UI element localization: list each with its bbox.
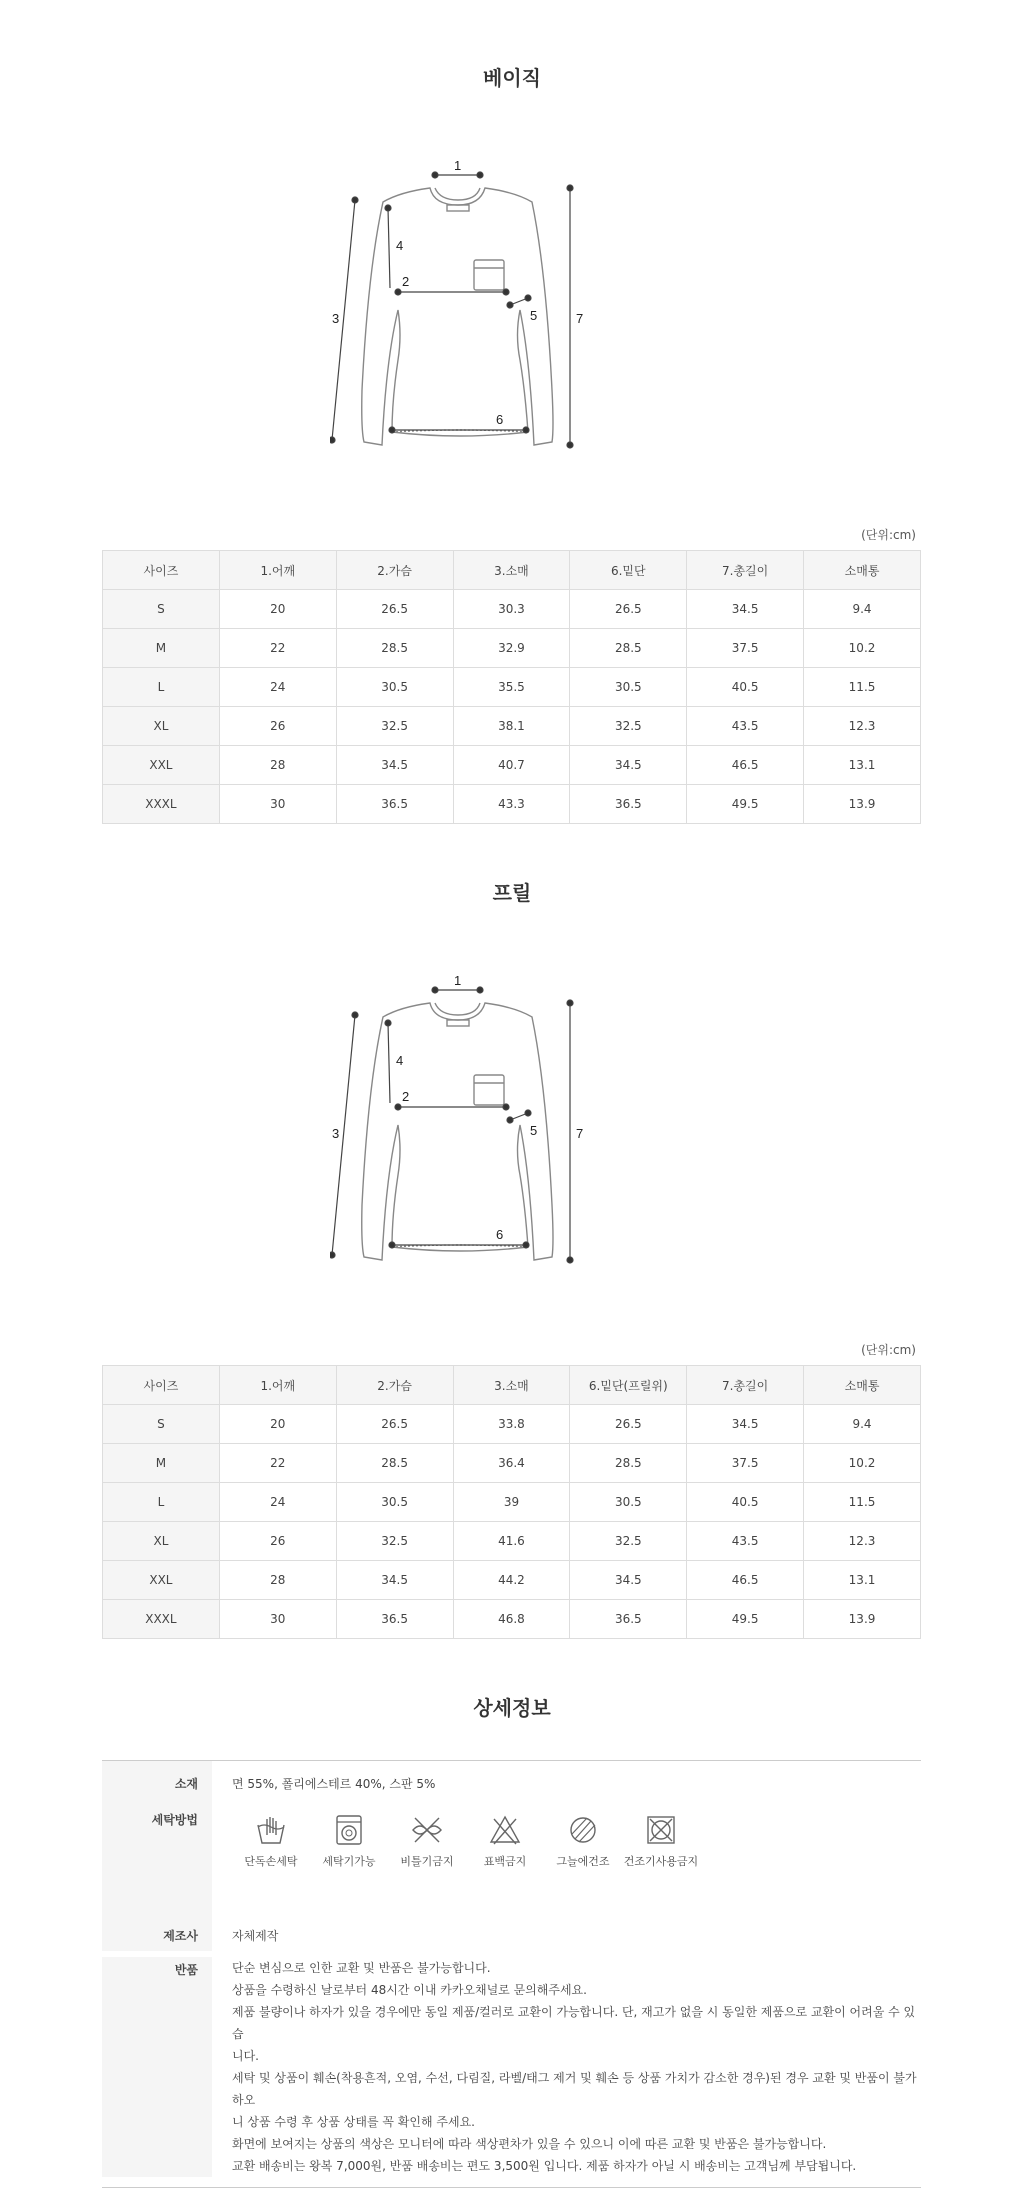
size-cell: XL <box>103 1522 220 1561</box>
table-cell: 36.5 <box>336 1600 453 1639</box>
return-line: 니다. <box>232 2049 259 2063</box>
table-cell: 28 <box>219 1561 336 1600</box>
table-row <box>103 746 921 785</box>
table-cell: 24 <box>219 1483 336 1522</box>
care-icon-list <box>232 1813 921 1869</box>
no-bleach-icon <box>488 1813 522 1847</box>
table-cell: 22 <box>219 1444 336 1483</box>
table-cell: 28.5 <box>570 629 687 668</box>
table-cell: 26 <box>219 707 336 746</box>
size-cell: M <box>103 1444 220 1483</box>
table-cell: 43.5 <box>687 1522 804 1561</box>
size-cell: XXXL <box>103 785 220 824</box>
table-cell: 10.2 <box>804 1444 921 1483</box>
column-header: 3.소매 <box>453 551 570 590</box>
size-cell: S <box>103 1405 220 1444</box>
measurement-diagram-basic <box>330 160 700 460</box>
table-cell: 11.5 <box>804 1483 921 1522</box>
care-label: 그늘에건조 <box>556 1855 610 1868</box>
table-row <box>103 707 921 746</box>
table-cell: 12.3 <box>804 1522 921 1561</box>
washing-machine-icon <box>332 1813 366 1847</box>
diagram-label-4: 4 <box>396 1053 404 1068</box>
diagram-label-3: 3 <box>332 1126 340 1141</box>
table-row <box>103 629 921 668</box>
table-cell: 37.5 <box>687 629 804 668</box>
table-cell: 34.5 <box>687 1405 804 1444</box>
table-cell: 13.9 <box>804 1600 921 1639</box>
table-row <box>103 668 921 707</box>
table-cell: 34.5 <box>687 590 804 629</box>
table-cell: 33.8 <box>453 1405 570 1444</box>
column-header: 2.가슴 <box>336 1366 453 1405</box>
table-cell: 30 <box>219 785 336 824</box>
table-cell: 41.6 <box>453 1522 570 1561</box>
table-cell: 32.9 <box>453 629 570 668</box>
column-header: 사이즈 <box>103 551 220 590</box>
table-cell: 46.5 <box>687 1561 804 1600</box>
table-cell: 36.5 <box>570 785 687 824</box>
details-table <box>102 1760 921 2188</box>
size-cell: XXXL <box>103 1600 220 1639</box>
table-cell: 10.2 <box>804 629 921 668</box>
table-cell: 44.2 <box>453 1561 570 1600</box>
table-cell: 30.3 <box>453 590 570 629</box>
table-cell: 43.5 <box>687 707 804 746</box>
diagram-label-5: 5 <box>530 1123 538 1138</box>
table-cell: 34.5 <box>570 746 687 785</box>
column-header: 1.어깨 <box>219 1366 336 1405</box>
table-cell: 40.5 <box>687 1483 804 1522</box>
maker-value: 자체제작 <box>232 1929 279 1943</box>
column-header: 소매통 <box>804 551 921 590</box>
table-row <box>103 1522 921 1561</box>
column-header: 6.밑단(프릴위) <box>570 1366 687 1405</box>
table-cell: 32.5 <box>336 707 453 746</box>
no-tumble-dry-icon <box>644 1813 678 1847</box>
table-cell: 13.1 <box>804 746 921 785</box>
table-cell: 34.5 <box>570 1561 687 1600</box>
table-cell: 43.3 <box>453 785 570 824</box>
material-label: 소재 <box>102 1761 212 1805</box>
table-cell: 34.5 <box>336 1561 453 1600</box>
care-item <box>310 1813 388 1869</box>
table-cell: 22 <box>219 629 336 668</box>
table-cell: 36.4 <box>453 1444 570 1483</box>
table-cell: 28.5 <box>336 1444 453 1483</box>
diagram-label-2: 2 <box>402 1089 410 1104</box>
return-line: 상품을 수령하신 날로부터 48시간 이내 카카오채널로 문의해주세요. <box>232 1983 587 1997</box>
size-table-frill <box>102 1365 921 1639</box>
size-cell: S <box>103 590 220 629</box>
table-cell: 28.5 <box>570 1444 687 1483</box>
unit-label-basic: (단위:cm) <box>861 528 916 542</box>
table-cell: 26.5 <box>570 590 687 629</box>
size-cell: XXL <box>103 746 220 785</box>
care-item <box>466 1813 544 1869</box>
table-cell: 36.5 <box>570 1600 687 1639</box>
column-header: 2.가슴 <box>336 551 453 590</box>
diagram-label-1: 1 <box>454 975 462 988</box>
table-row <box>103 1483 921 1522</box>
care-item <box>232 1813 310 1869</box>
table-row <box>103 590 921 629</box>
size-cell: XL <box>103 707 220 746</box>
section-title-frill: 프릴 <box>492 881 532 905</box>
diagram-label-5: 5 <box>530 308 538 323</box>
return-line: 교환 배송비는 왕복 7,000원, 반품 배송비는 편도 3,500원 입니다. 제품 하자가 아닐 시 배송비는 고객님께 부담됩니다. <box>232 2159 857 2173</box>
table-cell: 20 <box>219 1405 336 1444</box>
table-cell: 26.5 <box>336 1405 453 1444</box>
wash-row <box>102 1805 921 1921</box>
table-cell: 11.5 <box>804 668 921 707</box>
care-item <box>388 1813 466 1869</box>
care-label: 표백금지 <box>483 1855 527 1868</box>
table-cell: 9.4 <box>804 590 921 629</box>
care-item <box>544 1813 622 1869</box>
return-line: 화면에 보여지는 상품의 색상은 모니터에 따라 색상편차가 있을 수 있으니 이에 따른 교환 및 반품은 불가능합니다. <box>232 2137 827 2151</box>
table-cell: 38.1 <box>453 707 570 746</box>
diagram-label-3: 3 <box>332 311 340 326</box>
return-line: 세탁 및 상품이 훼손(착용흔적, 오염, 수선, 다림질, 라벨/태그 제거 및 훼손 등 상품 가치가 감소한 경우)된 경우 교환 및 반품이 불가하오 <box>232 2071 917 2107</box>
column-header: 7.총길이 <box>687 1366 804 1405</box>
column-header: 사이즈 <box>103 1366 220 1405</box>
table-cell: 30.5 <box>336 1483 453 1522</box>
table-cell: 32.5 <box>336 1522 453 1561</box>
diagram-label-6: 6 <box>496 412 504 427</box>
table-cell: 30.5 <box>336 668 453 707</box>
table-cell: 32.5 <box>570 707 687 746</box>
diagram-label-2: 2 <box>402 274 410 289</box>
table-cell: 26.5 <box>336 590 453 629</box>
table-cell: 32.5 <box>570 1522 687 1561</box>
material-value: 면 55%, 폴리에스테르 40%, 스판 5% <box>232 1777 436 1791</box>
no-wring-icon <box>410 1813 444 1847</box>
maker-label: 제조사 <box>102 1921 212 1951</box>
diagram-label-1: 1 <box>454 160 462 173</box>
maker-row <box>102 1921 921 1951</box>
wash-value <box>212 1805 921 1921</box>
size-table-basic <box>102 550 921 824</box>
table-cell: 9.4 <box>804 1405 921 1444</box>
table-row <box>103 785 921 824</box>
table-cell: 49.5 <box>687 1600 804 1639</box>
column-header: 7.총길이 <box>687 551 804 590</box>
care-label: 비틀기금지 <box>400 1855 454 1868</box>
table-cell: 34.5 <box>336 746 453 785</box>
table-cell: 28.5 <box>336 629 453 668</box>
section-title-details: 상세정보 <box>473 1696 551 1720</box>
table-cell: 36.5 <box>336 785 453 824</box>
table-cell: 13.9 <box>804 785 921 824</box>
return-label: 반품 <box>102 1957 212 2177</box>
care-label: 세탁기가능 <box>322 1855 376 1868</box>
measurement-diagram-frill <box>330 975 700 1275</box>
size-cell: XXL <box>103 1561 220 1600</box>
table-row <box>103 1561 921 1600</box>
table-cell: 13.1 <box>804 1561 921 1600</box>
column-header: 소매통 <box>804 1366 921 1405</box>
size-cell: M <box>103 629 220 668</box>
table-cell: 26 <box>219 1522 336 1561</box>
column-header: 6.밑단 <box>570 551 687 590</box>
return-line: 단순 변심으로 인한 교환 및 반품은 불가능합니다. <box>232 1961 491 1975</box>
size-cell: L <box>103 1483 220 1522</box>
table-header-row <box>103 1366 921 1405</box>
table-cell: 39 <box>453 1483 570 1522</box>
table-header-row <box>103 551 921 590</box>
return-line: 제품 불량이나 하자가 있을 경우에만 동일 제품/컬러로 교환이 가능합니다. 단, 재고가 없을 시 동일한 제품으로 교환이 어려울 수 있습 <box>232 2005 916 2041</box>
hand-wash-icon <box>254 1813 288 1847</box>
table-cell: 30 <box>219 1600 336 1639</box>
return-row <box>102 1951 921 2187</box>
care-item <box>622 1813 700 1869</box>
table-cell: 28 <box>219 746 336 785</box>
diagram-label-7: 7 <box>576 311 584 326</box>
section-title-basic: 베이직 <box>483 66 541 90</box>
table-cell: 12.3 <box>804 707 921 746</box>
table-cell: 37.5 <box>687 1444 804 1483</box>
shade-dry-icon <box>566 1813 600 1847</box>
table-cell: 30.5 <box>570 668 687 707</box>
table-row <box>103 1600 921 1639</box>
table-cell: 40.7 <box>453 746 570 785</box>
table-row <box>103 1405 921 1444</box>
diagram-label-6: 6 <box>496 1227 504 1242</box>
wash-label: 세탁방법 <box>102 1805 212 1921</box>
table-cell: 26.5 <box>570 1405 687 1444</box>
diagram-label-4: 4 <box>396 238 404 253</box>
table-cell: 46.8 <box>453 1600 570 1639</box>
material-row <box>102 1761 921 1805</box>
care-label: 단독손세탁 <box>244 1855 298 1868</box>
table-cell: 40.5 <box>687 668 804 707</box>
table-cell: 35.5 <box>453 668 570 707</box>
table-cell: 24 <box>219 668 336 707</box>
return-value <box>212 1957 921 2177</box>
return-line: 니 상품 수령 후 상품 상태를 꼭 확인해 주세요. <box>232 2115 475 2129</box>
size-cell: L <box>103 668 220 707</box>
unit-label-frill: (단위:cm) <box>861 1343 916 1357</box>
table-cell: 20 <box>219 590 336 629</box>
column-header: 3.소매 <box>453 1366 570 1405</box>
table-cell: 30.5 <box>570 1483 687 1522</box>
table-cell: 49.5 <box>687 785 804 824</box>
diagram-label-7: 7 <box>576 1126 584 1141</box>
care-label: 건조기사용금지 <box>623 1855 699 1868</box>
table-cell: 46.5 <box>687 746 804 785</box>
table-row <box>103 1444 921 1483</box>
column-header: 1.어깨 <box>219 551 336 590</box>
